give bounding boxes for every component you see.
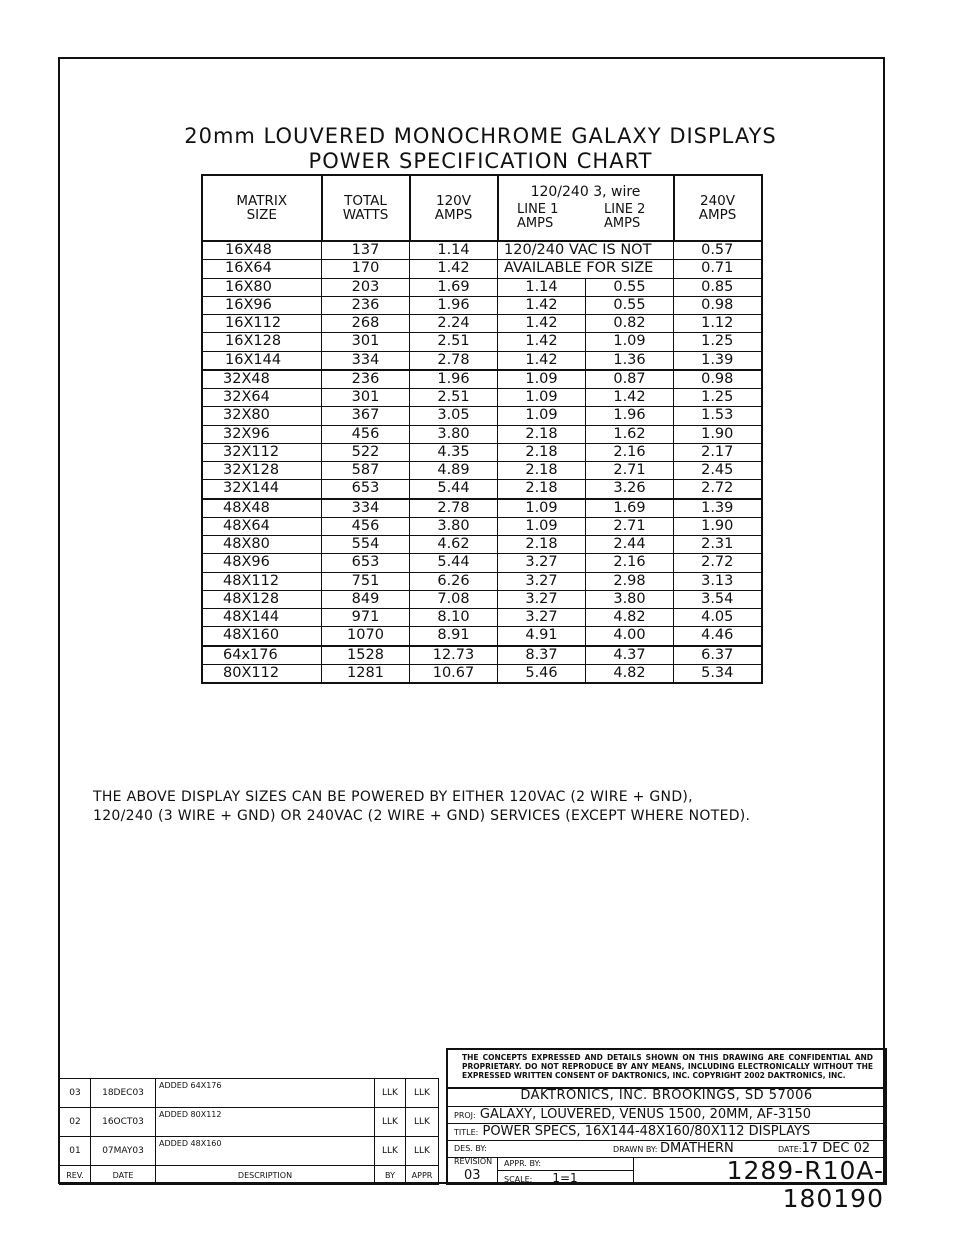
cell-240v-amps: 3.13 xyxy=(674,572,762,590)
cell-matrix-size: 16X48 xyxy=(202,241,322,260)
cell-line2-amps: 0.55 xyxy=(586,278,674,296)
cell-total-watts: 456 xyxy=(322,517,410,535)
cell-line2-amps: 0.55 xyxy=(586,296,674,314)
cell-240v-amps: 6.37 xyxy=(674,646,762,665)
cell-total-watts: 971 xyxy=(322,609,410,627)
cell-matrix-size: 32X48 xyxy=(202,370,322,389)
cell-line2-amps: 1.36 xyxy=(586,351,674,370)
cell-matrix-size: 48X112 xyxy=(202,572,322,590)
rev-head-by: BY xyxy=(375,1166,406,1185)
cell-matrix-size: 48X144 xyxy=(202,609,322,627)
cell-line1-amps: 1.09 xyxy=(498,370,586,389)
revision-appr: LLK xyxy=(406,1108,439,1137)
cell-120v-amps: 2.78 xyxy=(410,351,498,370)
table-row xyxy=(202,646,762,665)
header-120v-amps: 120V AMPS xyxy=(410,175,498,241)
table-row xyxy=(202,627,762,646)
cell-matrix-size: 48X160 xyxy=(202,627,322,646)
cell-120v-amps: 1.69 xyxy=(410,278,498,296)
cell-total-watts: 301 xyxy=(322,389,410,407)
cell-line1-amps: 8.37 xyxy=(498,646,586,665)
cell-line1-amps: 3.27 xyxy=(498,572,586,590)
revision-appr: LLK xyxy=(406,1137,439,1166)
drawing-number: 1289-R10A-180190 xyxy=(633,1157,885,1185)
table-row xyxy=(202,590,762,608)
cell-line1-amps: 2.18 xyxy=(498,480,586,499)
cell-matrix-size: 32X96 xyxy=(202,425,322,443)
cell-line2-amps: 1.62 xyxy=(586,425,674,443)
power-spec-table xyxy=(201,174,763,684)
cell-240v-amps: 2.72 xyxy=(674,480,762,499)
revision-rev: 01 xyxy=(60,1137,91,1166)
header-three-wire: 120/240 3, wire LINE 1 AMPS LINE 2 AMPS xyxy=(498,175,674,241)
revision-desc: ADDED 64X176 xyxy=(156,1079,375,1108)
cell-120v-amps: 1.96 xyxy=(410,370,498,389)
header-240v-amps: 240V AMPS xyxy=(674,175,762,241)
cell-total-watts: 268 xyxy=(322,315,410,333)
cell-240v-amps: 2.72 xyxy=(674,554,762,572)
note-line-2: 120/240 (3 WIRE + GND) OR 240VAC (2 WIRE + GND) SERVICES (EXCEPT WHERE NOTED). xyxy=(93,808,751,824)
cell-matrix-size: 48X96 xyxy=(202,554,322,572)
cell-240v-amps: 0.71 xyxy=(674,260,762,278)
table-row xyxy=(202,389,762,407)
cell-240v-amps: 1.25 xyxy=(674,389,762,407)
cell-total-watts: 751 xyxy=(322,572,410,590)
cell-240v-amps: 3.54 xyxy=(674,590,762,608)
revision-desc: ADDED 48X160 xyxy=(156,1137,375,1166)
cell-matrix-size: 32X144 xyxy=(202,480,322,499)
table-row xyxy=(202,480,762,499)
revision-rev: 03 xyxy=(60,1079,91,1108)
cell-total-watts: 849 xyxy=(322,590,410,608)
revision-by: LLK xyxy=(375,1079,406,1108)
cell-120v-amps: 1.96 xyxy=(410,296,498,314)
cell-not-available: 120/240 VAC IS NOT xyxy=(498,241,674,260)
cell-120v-amps: 3.80 xyxy=(410,425,498,443)
cell-line2-amps: 2.16 xyxy=(586,443,674,461)
cell-120v-amps: 4.62 xyxy=(410,536,498,554)
revision-desc: ADDED 80X112 xyxy=(156,1108,375,1137)
cell-matrix-size: 64x176 xyxy=(202,646,322,665)
cell-240v-amps: 1.12 xyxy=(674,315,762,333)
cell-total-watts: 456 xyxy=(322,425,410,443)
cell-matrix-size: 16X144 xyxy=(202,351,322,370)
cell-line2-amps: 2.44 xyxy=(586,536,674,554)
cell-total-watts: 653 xyxy=(322,554,410,572)
revision-by: LLK xyxy=(375,1108,406,1137)
cell-line1-amps: 1.09 xyxy=(498,407,586,425)
power-note xyxy=(93,788,750,826)
revision-block xyxy=(59,1078,439,1185)
cell-line2-amps: 2.71 xyxy=(586,462,674,480)
chart-title: 20mm LOUVERED MONOCHROME GALAXY DISPLAYS xyxy=(184,124,777,148)
approved-by: APPR. BY: xyxy=(498,1157,633,1171)
header-total-watts: TOTAL WATTS xyxy=(322,175,410,241)
cell-240v-amps: 4.46 xyxy=(674,627,762,646)
cell-line2-amps: 2.98 xyxy=(586,572,674,590)
cell-matrix-size: 48X80 xyxy=(202,536,322,554)
rev-head-date: DATE xyxy=(91,1166,156,1185)
table-row xyxy=(202,499,762,518)
cell-line2-amps: 1.42 xyxy=(586,389,674,407)
cell-240v-amps: 4.05 xyxy=(674,609,762,627)
cell-240v-amps: 1.39 xyxy=(674,351,762,370)
cell-line1-amps: 3.27 xyxy=(498,590,586,608)
cell-240v-amps: 1.90 xyxy=(674,425,762,443)
cell-line1-amps: 1.09 xyxy=(498,499,586,518)
cell-120v-amps: 10.67 xyxy=(410,664,498,683)
cell-120v-amps: 2.24 xyxy=(410,315,498,333)
cell-matrix-size: 48X48 xyxy=(202,499,322,518)
table-row xyxy=(202,554,762,572)
cell-240v-amps: 1.39 xyxy=(674,499,762,518)
cell-line2-amps: 2.71 xyxy=(586,517,674,535)
cell-total-watts: 1070 xyxy=(322,627,410,646)
cell-120v-amps: 12.73 xyxy=(410,646,498,665)
table-row xyxy=(202,517,762,535)
cell-total-watts: 334 xyxy=(322,499,410,518)
cell-240v-amps: 0.85 xyxy=(674,278,762,296)
cell-line2-amps: 2.16 xyxy=(586,554,674,572)
cell-line2-amps: 1.96 xyxy=(586,407,674,425)
revision-row xyxy=(60,1108,439,1137)
scale: SCALE: 1=1 xyxy=(504,1171,578,1185)
cell-line1-amps: 4.91 xyxy=(498,627,586,646)
table-row xyxy=(202,278,762,296)
drawing-title-line: TITLE: POWER SPECS, 16X144-48X160/80X112 DISPLAYS xyxy=(448,1123,885,1141)
cell-120v-amps: 5.44 xyxy=(410,554,498,572)
header-line2-amps: LINE 2 AMPS xyxy=(604,202,646,231)
table-row xyxy=(202,536,762,554)
table-row xyxy=(202,407,762,425)
cell-total-watts: 653 xyxy=(322,480,410,499)
table-row xyxy=(202,572,762,590)
designer-line: DES. BY: DRAWN BY: DMATHERN DATE:17 DEC 02 xyxy=(448,1140,885,1158)
cell-240v-amps: 0.98 xyxy=(674,296,762,314)
revision-box: REVISION 03 xyxy=(448,1157,498,1185)
cell-line1-amps: 1.42 xyxy=(498,315,586,333)
confidential-notice: THE CONCEPTS EXPRESSED AND DETAILS SHOWN ON THIS DRAWING ARE CONFIDENTIAL AND PROPRIETARY. DO NOT REPRODUCE BY ANY MEANS, INCLUDING ELECTRONICALLY WITHOUT THE EXPRESSED WRITTEN CONSENT OF DAKTRONICS, INC. COPYRIGHT 2002 DAKTRONICS, INC. xyxy=(448,1050,885,1089)
cell-240v-amps: 2.17 xyxy=(674,443,762,461)
cell-total-watts: 170 xyxy=(322,260,410,278)
cell-line1-amps: 5.46 xyxy=(498,664,586,683)
cell-120v-amps: 4.89 xyxy=(410,462,498,480)
cell-matrix-size: 80X112 xyxy=(202,664,322,683)
cell-total-watts: 203 xyxy=(322,278,410,296)
cell-total-watts: 236 xyxy=(322,370,410,389)
drawing-date: DATE:17 DEC 02 xyxy=(778,1141,871,1156)
cell-240v-amps: 2.31 xyxy=(674,536,762,554)
rev-head-rev: REV. xyxy=(60,1166,91,1185)
cell-total-watts: 367 xyxy=(322,407,410,425)
table-row xyxy=(202,296,762,314)
revision-row xyxy=(60,1079,439,1108)
rev-head-desc: DESCRIPTION xyxy=(156,1166,375,1185)
cell-line1-amps: 1.14 xyxy=(498,278,586,296)
drawn-by: DRAWN BY: DMATHERN xyxy=(613,1141,734,1156)
cell-line2-amps: 0.87 xyxy=(586,370,674,389)
cell-matrix-size: 48X128 xyxy=(202,590,322,608)
cell-240v-amps: 2.45 xyxy=(674,462,762,480)
cell-total-watts: 334 xyxy=(322,351,410,370)
cell-120v-amps: 3.05 xyxy=(410,407,498,425)
cell-total-watts: 236 xyxy=(322,296,410,314)
header-line1-amps: LINE 1 AMPS xyxy=(517,202,559,231)
cell-120v-amps: 2.51 xyxy=(410,333,498,351)
cell-240v-amps: 5.34 xyxy=(674,664,762,683)
revision-date: 07MAY03 xyxy=(91,1137,156,1166)
table-row xyxy=(202,664,762,683)
cell-120v-amps: 5.44 xyxy=(410,480,498,499)
title-block xyxy=(446,1048,887,1213)
cell-line1-amps: 3.27 xyxy=(498,609,586,627)
cell-240v-amps: 1.53 xyxy=(674,407,762,425)
cell-not-available: AVAILABLE FOR SIZE xyxy=(498,260,674,278)
cell-120v-amps: 2.78 xyxy=(410,499,498,518)
cell-matrix-size: 16X96 xyxy=(202,296,322,314)
cell-240v-amps: 1.90 xyxy=(674,517,762,535)
revision-by: LLK xyxy=(375,1137,406,1166)
cell-line1-amps: 1.42 xyxy=(498,351,586,370)
note-line-1: THE ABOVE DISPLAY SIZES CAN BE POWERED BY EITHER 120VAC (2 WIRE + GND), xyxy=(93,789,693,805)
cell-line2-amps: 4.37 xyxy=(586,646,674,665)
cell-total-watts: 1528 xyxy=(322,646,410,665)
cell-120v-amps: 8.10 xyxy=(410,609,498,627)
cell-matrix-size: 16X112 xyxy=(202,315,322,333)
cell-line1-amps: 2.18 xyxy=(498,536,586,554)
cell-240v-amps: 1.25 xyxy=(674,333,762,351)
cell-120v-amps: 4.35 xyxy=(410,443,498,461)
cell-total-watts: 587 xyxy=(322,462,410,480)
cell-line1-amps: 2.18 xyxy=(498,462,586,480)
cell-120v-amps: 3.80 xyxy=(410,517,498,535)
cell-line1-amps: 1.42 xyxy=(498,296,586,314)
header-matrix-size: MATRIX SIZE xyxy=(202,175,322,241)
cell-total-watts: 137 xyxy=(322,241,410,260)
chart-subtitle: POWER SPECIFICATION CHART xyxy=(308,149,653,173)
cell-240v-amps: 0.98 xyxy=(674,370,762,389)
cell-120v-amps: 7.08 xyxy=(410,590,498,608)
cell-line2-amps: 4.82 xyxy=(586,609,674,627)
revision-appr: LLK xyxy=(406,1079,439,1108)
table-row xyxy=(202,443,762,461)
revision-date: 18DEC03 xyxy=(91,1079,156,1108)
table-row xyxy=(202,241,762,260)
cell-total-watts: 1281 xyxy=(322,664,410,683)
cell-matrix-size: 32X80 xyxy=(202,407,322,425)
table-row xyxy=(202,333,762,351)
rev-head-appr: APPR xyxy=(406,1166,439,1185)
cell-line1-amps: 2.18 xyxy=(498,443,586,461)
cell-120v-amps: 1.42 xyxy=(410,260,498,278)
table-row xyxy=(202,462,762,480)
cell-total-watts: 522 xyxy=(322,443,410,461)
revision-date: 16OCT03 xyxy=(91,1108,156,1137)
cell-total-watts: 554 xyxy=(322,536,410,554)
cell-matrix-size: 48X64 xyxy=(202,517,322,535)
cell-line1-amps: 2.18 xyxy=(498,425,586,443)
company-line: DAKTRONICS, INC. BROOKINGS, SD 57006 xyxy=(448,1086,885,1107)
cell-line2-amps: 4.82 xyxy=(586,664,674,683)
table-row xyxy=(202,351,762,370)
cell-120v-amps: 6.26 xyxy=(410,572,498,590)
revision-row xyxy=(60,1137,439,1166)
table-row xyxy=(202,609,762,627)
cell-line2-amps: 1.09 xyxy=(586,333,674,351)
cell-line2-amps: 1.69 xyxy=(586,499,674,518)
cell-line1-amps: 1.09 xyxy=(498,517,586,535)
revision-rev: 02 xyxy=(60,1108,91,1137)
cell-total-watts: 301 xyxy=(322,333,410,351)
table-row xyxy=(202,315,762,333)
cell-120v-amps: 8.91 xyxy=(410,627,498,646)
cell-matrix-size: 16X80 xyxy=(202,278,322,296)
cell-matrix-size: 16X128 xyxy=(202,333,322,351)
table-row xyxy=(202,425,762,443)
cell-line1-amps: 1.09 xyxy=(498,389,586,407)
table-row xyxy=(202,260,762,278)
cell-line1-amps: 1.42 xyxy=(498,333,586,351)
project-line: PROJ: GALAXY, LOUVERED, VENUS 1500, 20MM, AF-3150 xyxy=(448,1106,885,1124)
cell-line2-amps: 4.00 xyxy=(586,627,674,646)
cell-matrix-size: 16X64 xyxy=(202,260,322,278)
cell-120v-amps: 1.14 xyxy=(410,241,498,260)
cell-matrix-size: 32X64 xyxy=(202,389,322,407)
cell-line2-amps: 3.80 xyxy=(586,590,674,608)
cell-240v-amps: 0.57 xyxy=(674,241,762,260)
cell-matrix-size: 32X128 xyxy=(202,462,322,480)
cell-line1-amps: 3.27 xyxy=(498,554,586,572)
cell-120v-amps: 2.51 xyxy=(410,389,498,407)
cell-matrix-size: 32X112 xyxy=(202,443,322,461)
cell-line2-amps: 3.26 xyxy=(586,480,674,499)
table-row xyxy=(202,370,762,389)
cell-line2-amps: 0.82 xyxy=(586,315,674,333)
